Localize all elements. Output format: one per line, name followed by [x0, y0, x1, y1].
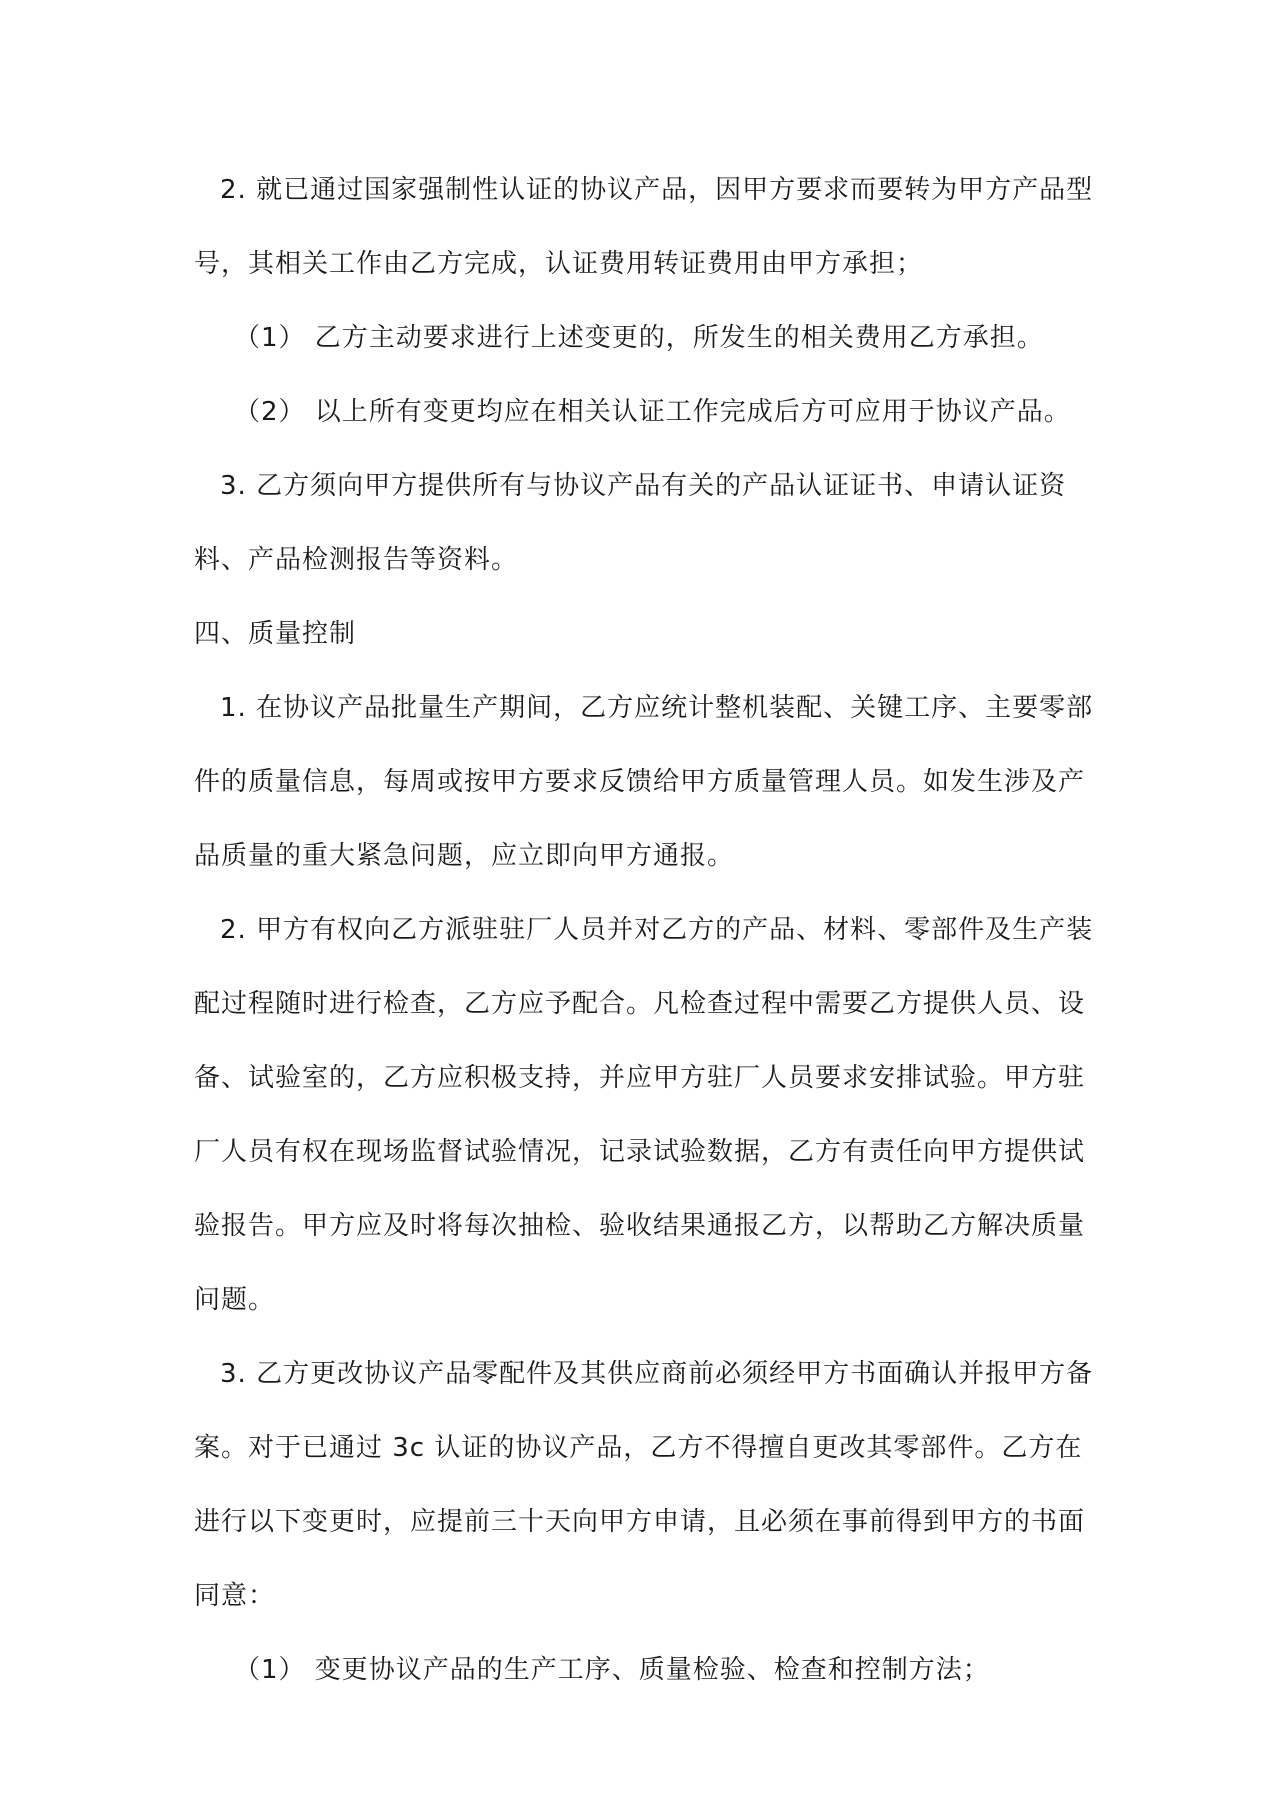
paragraph-certification-transfer: 2. 就已通过国家强制性认证的协议产品，因甲方要求而要转为甲方产品型号，其相关工作由乙方完成，认证费用转证费用由甲方承担；	[194, 175, 1094, 279]
paragraph-sub-item-1-process: （1） 变更协议产品的生产工序、质量检验、检查和控制方法；	[234, 1655, 990, 1685]
paragraph-inspection-rights: 2. 甲方有权向乙方派驻驻厂人员并对乙方的产品、材料、零部件及生产装配过程随时进行检查，乙方应予配合。凡检查过程中需要乙方提供人员、设备、试验室的，乙方应积极支持，并应甲方驻厂人员要求安排试验。甲方驻厂人员有权在现场监督试验情况，记录试验数据，乙方有责任向甲方提供试验报告。甲方应及时将每次抽检、验收结果通报乙方，以帮助乙方解决质量问题。	[194, 915, 1094, 1315]
document-body	[194, 153, 1094, 1707]
paragraph-provide-certificates: 3. 乙方须向甲方提供所有与协议产品有关的产品认证证书、申请认证资料、产品检测报告等资料。	[194, 471, 1067, 575]
paragraph-parts-change: 3. 乙方更改协议产品零配件及其供应商前必须经甲方书面确认并报甲方备案。对于已通过 3c 认证的协议产品，乙方不得擅自更改其零部件。乙方在进行以下变更时，应提前三十天向甲方申请，且必须在事前得到甲方的书面同意：	[194, 1359, 1094, 1611]
paragraph-sub-item-2-apply: （2） 以上所有变更均应在相关认证工作完成后方可应用于协议产品。	[234, 397, 1071, 427]
paragraph-quality-info: 1. 在协议产品批量生产期间，乙方应统计整机装配、关键工序、主要零部件的质量信息，每周或按甲方要求反馈给甲方质量管理人员。如发生涉及产品质量的重大紧急问题，应立即向甲方通报。	[194, 693, 1094, 871]
paragraph-sub-item-1-cost: （1） 乙方主动要求进行上述变更的，所发生的相关费用乙方承担。	[234, 323, 1044, 353]
section-heading-quality-control: 四、质量控制	[194, 619, 357, 649]
